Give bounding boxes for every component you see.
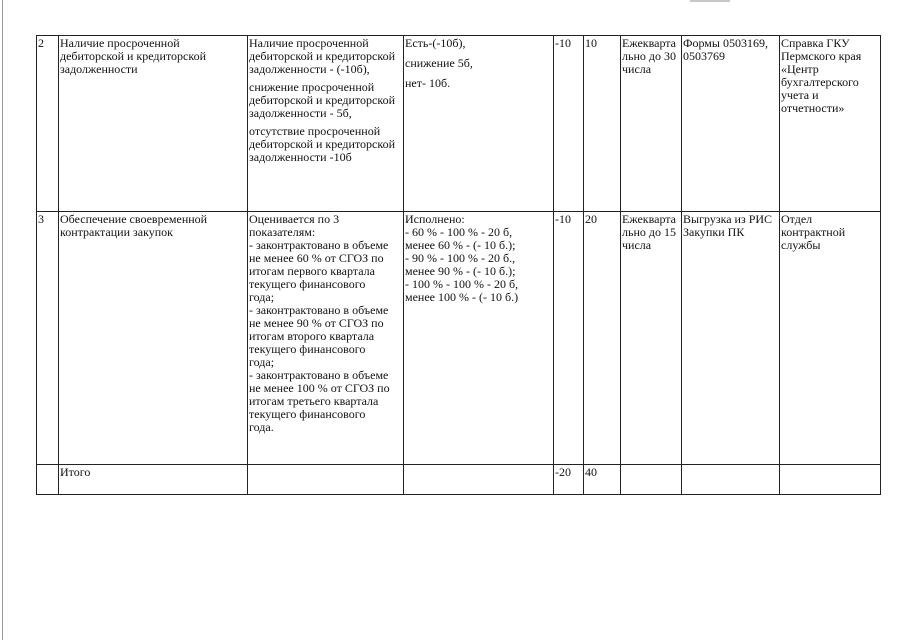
total-max-score: 40 (584, 465, 621, 495)
data-source: Выгрузка из РИС Закупки ПК (682, 212, 780, 465)
criteria-line: - 60 % - 100 % - 20 б, (405, 225, 513, 239)
frequency: Ежеквартально до 15 числа (621, 212, 682, 465)
frequency: Ежеквартально до 30 числа (621, 36, 682, 212)
empty-cell (682, 465, 780, 495)
data-source: Формы 0503169, 0503769 (682, 36, 780, 212)
method-line: не менее 100 % от СГОЗ по (249, 381, 390, 395)
method-line: итогам второго квартала (249, 329, 375, 343)
criteria-line: - 90 % - 100 % - 20 б., (405, 251, 516, 265)
total-row (37, 465, 881, 495)
min-score: -10 (554, 36, 584, 212)
max-score: 20 (584, 212, 621, 465)
method-line: показателям: (249, 225, 316, 239)
criteria-line: нет- 10б. (405, 76, 451, 90)
method-line: - законтрактовано в объеме (249, 303, 389, 317)
method-line: Оценивается по 3 (249, 212, 340, 226)
empty-cell (621, 465, 682, 495)
evaluation-criteria (404, 36, 554, 212)
method-line: текущего финансового (249, 407, 366, 421)
method-line: - законтрактовано в объеме (249, 238, 389, 252)
page-edge (2, 0, 3, 640)
responsible: Отдел контрактной службы (780, 212, 881, 465)
table-row (37, 212, 881, 465)
row-number: 2 (37, 36, 59, 212)
method-line: года; (249, 290, 275, 304)
min-score: -10 (554, 212, 584, 465)
row-number: 3 (37, 212, 59, 465)
method-line: итогам третьего квартала (249, 394, 379, 408)
method-line: - законтрактовано в объеме (249, 368, 389, 382)
criteria-line: - 100 % - 100 % - 20 б, (405, 277, 519, 291)
method-line: текущего финансового (249, 342, 366, 356)
method-line: года. (249, 420, 274, 434)
criteria-line: менее 60 % - (- 10 б.); (405, 238, 516, 252)
total-label: Итого (59, 465, 248, 495)
max-score: 10 (584, 36, 621, 212)
empty-cell (248, 465, 404, 495)
method-line: не менее 90 % от СГОЗ по (249, 316, 384, 330)
criteria-line: менее 90 % - (- 10 б.); (405, 264, 516, 278)
method-line: не менее 60 % от СГОЗ по (249, 251, 384, 265)
criteria-line: Есть-(-10б), (405, 36, 466, 50)
method-line: текущего финансового (249, 277, 366, 291)
criteria-line: Исполнено: (405, 212, 465, 226)
method-paragraph: снижение просроченной дебиторской и кредиторской задолженности - 5б, (249, 80, 396, 120)
method-line: итогам первого квартала (249, 264, 375, 278)
evaluation-criteria (404, 212, 554, 465)
empty-cell (404, 465, 554, 495)
indicator-name: Обеспечение своевременной контрактации закупок (59, 212, 248, 465)
total-min-score: -20 (554, 465, 584, 495)
method-line: года; (249, 355, 275, 369)
empty-cell (780, 465, 881, 495)
method-paragraph: отсутствие просроченной дебиторской и кредиторской задолженности -10б (249, 124, 396, 164)
calculation-method (248, 36, 404, 212)
method-paragraph: Наличие просроченной дебиторской и кредиторской задолженности - (-10б), (249, 36, 396, 76)
scan-artifact (690, 0, 730, 2)
empty-cell (37, 465, 59, 495)
criteria-line: менее 100 % - (- 10 б.) (405, 290, 519, 304)
calculation-method (248, 212, 404, 465)
indicator-name: Наличие просроченной дебиторской и кредиторской задолженности (59, 36, 248, 212)
indicators-table (36, 35, 881, 495)
criteria-line: снижение 5б, (405, 56, 473, 70)
responsible: Справка ГКУ Пермского края «Центр бухгалтерского учета и отчетности» (780, 36, 881, 212)
table-row (37, 36, 881, 212)
